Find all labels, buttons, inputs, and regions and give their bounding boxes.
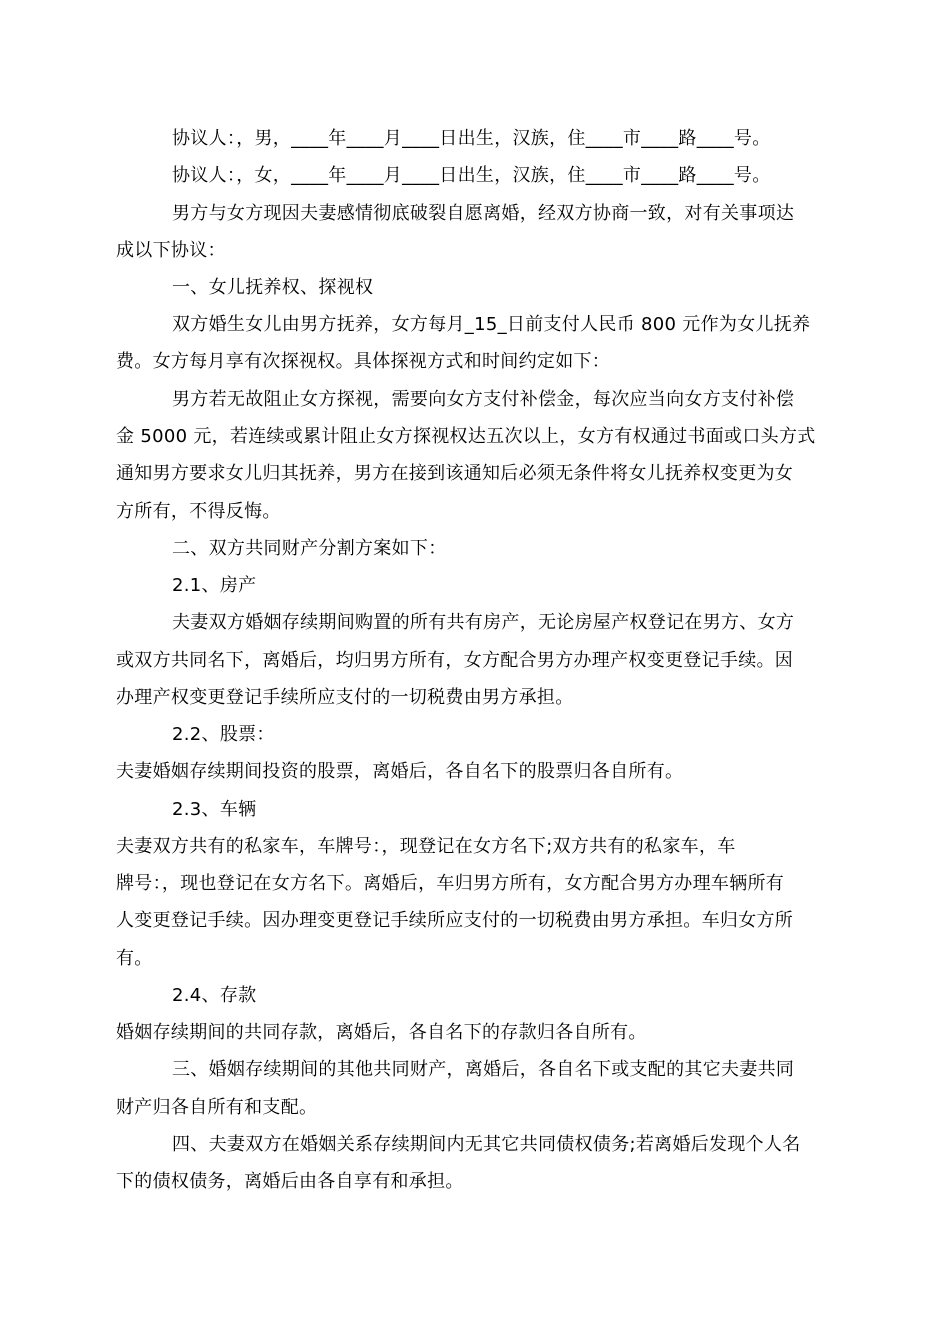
paragraph-line: 有。 <box>116 948 153 969</box>
paragraph-line: 四、夫妻双方在婚姻关系存续期间内无其它共同债权债务;若离婚后发现个人名 <box>172 1134 801 1155</box>
paragraph-line: 办理产权变更登记手续所应支付的一切税费由男方承担。 <box>116 687 574 708</box>
paragraph-line: 婚姻存续期间的共同存款，离婚后，各自名下的存款归各自所有。 <box>116 1022 647 1043</box>
paragraph-line: 下的债权债务，离婚后由各自享有和承担。 <box>116 1171 464 1192</box>
party-male-line: 协议人：，男，____年____月____日出生，汉族，住____市____路____号。 <box>172 128 771 149</box>
paragraph-line: 夫妻婚姻存续期间投资的股票，离婚后，各自名下的股票归各自所有。 <box>116 761 684 782</box>
paragraph-line: 三、婚姻存续期间的其他共同财产，离婚后，各自名下或支配的其它夫妻共同 <box>172 1059 795 1080</box>
subsection-heading: 2.1、房产 <box>172 575 257 596</box>
paragraph-line: 通知男方要求女儿归其抚养，男方在接到该通知后必须无条件将女儿抚养权变更为女 <box>116 463 794 484</box>
party-female-line: 协议人：，女，____年____月____日出生，汉族，住____市____路____号。 <box>172 165 771 186</box>
section-heading: 一、女儿抚养权、探视权 <box>172 277 374 298</box>
paragraph-line: 男方与女方现因夫妻感情彻底破裂自愿离婚，经双方协商一致，对有关事项达 <box>172 203 795 224</box>
paragraph-line: 费。女方每月享有次探视权。具体探视方式和时间约定如下： <box>116 351 611 372</box>
paragraph-line: 财产归各自所有和支配。 <box>116 1097 318 1118</box>
paragraph-line: 人变更登记手续。因办理变更登记手续所应支付的一切税费由男方承担。车归女方所 <box>116 910 794 931</box>
paragraph-line: 金 5000 元，若连续或累计阻止女方探视权达五次以上，女方有权通过书面或口头方式 <box>116 426 816 447</box>
subsection-heading: 2.3、车辆 <box>172 799 257 820</box>
section-heading: 二、双方共同财产分割方案如下： <box>172 538 447 559</box>
paragraph-line: 夫妻双方共有的私家车，车牌号：，现登记在女方名下;双方共有的私家车，车 <box>116 836 736 857</box>
paragraph-line: 牌号：，现也登记在女方名下。离婚后，车归男方所有，女方配合男方办理车辆所有 <box>116 873 785 894</box>
subsection-heading: 2.2、股票： <box>172 724 275 745</box>
paragraph-line: 男方若无故阻止女方探视，需要向女方支付补偿金，每次应当向女方支付补偿 <box>172 389 795 410</box>
subsection-heading: 2.4、存款 <box>172 985 257 1006</box>
paragraph-line: 方所有，不得反悔。 <box>116 501 281 522</box>
paragraph-line: 夫妻双方婚姻存续期间购置的所有共有房产，无论房屋产权登记在男方、女方 <box>172 612 795 633</box>
paragraph-line: 或双方共同名下，离婚后，均归男方所有，女方配合男方办理产权变更登记手续。因 <box>116 650 794 671</box>
paragraph-line: 双方婚生女儿由男方抚养，女方每月_15_日前支付人民币 800 元作为女儿抚养 <box>172 314 811 335</box>
paragraph-line: 成以下协议： <box>116 240 226 261</box>
